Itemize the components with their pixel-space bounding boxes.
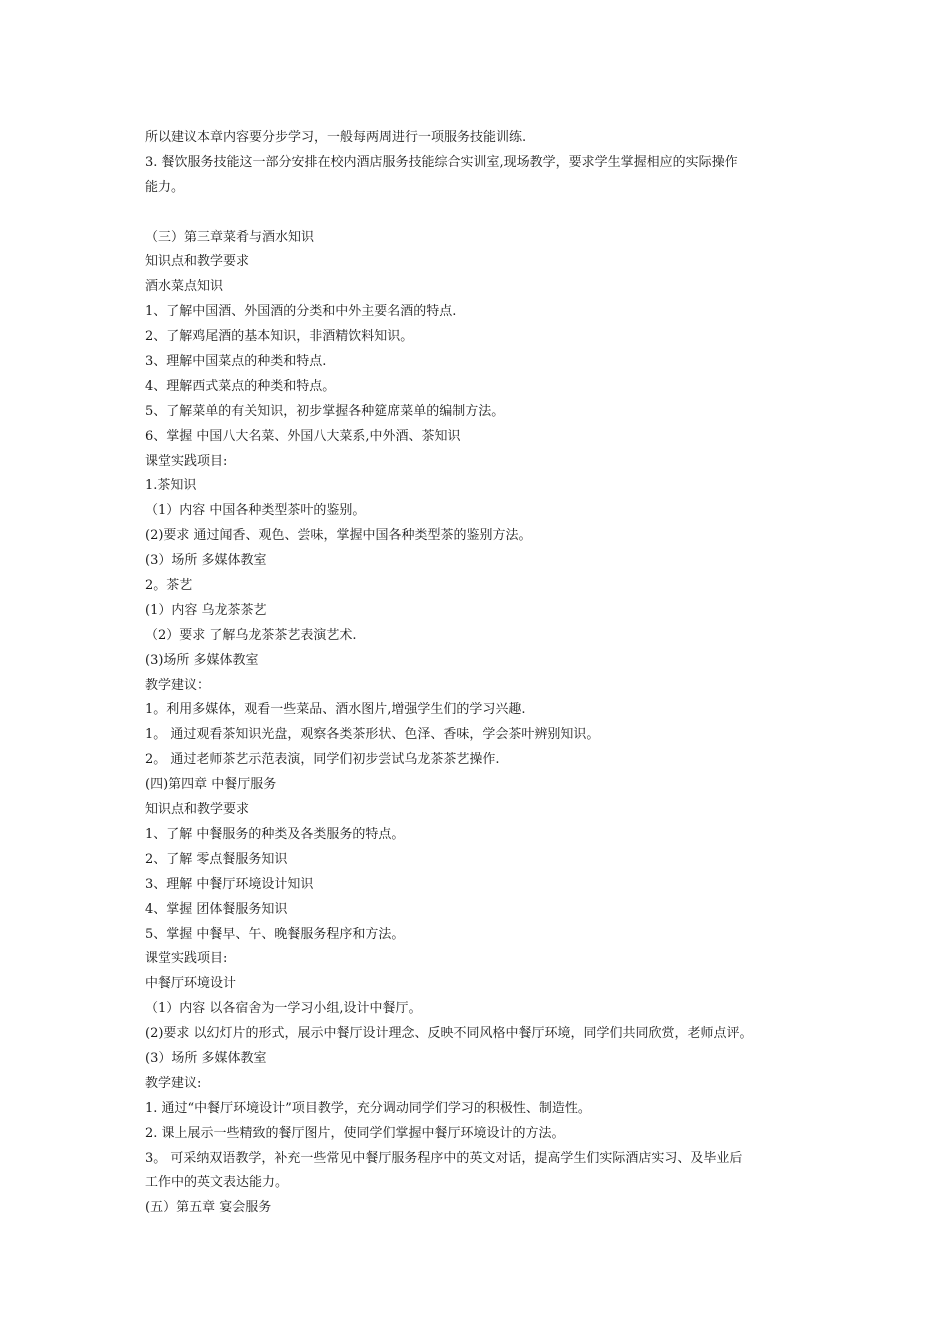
- blank-line: [145, 201, 825, 226]
- text-line: (1）内容 乌龙茶茶艺: [145, 602, 267, 618]
- text-line: （1）内容 以各宿舍为一学习小组,设计中餐厅。: [145, 1001, 422, 1017]
- text-line: 教学建议:: [145, 1075, 202, 1091]
- text-line: 课堂实践项目:: [145, 951, 228, 967]
- text-line: (3)场所 多媒体教室: [145, 652, 259, 668]
- text-line: (2)要求 以幻灯片的形式，展示中餐厅设计理念、反映不同风格中餐厅环境，同学们共同欣赏，老师点评。: [145, 1026, 753, 1042]
- text-line: 4、掌握 团体餐服务知识: [145, 901, 288, 917]
- text-line: 2. 课上展示一些精致的餐厅图片，使同学们掌握中餐厅环境设计的方法。: [145, 1125, 565, 1141]
- text-line: 课堂实践项目:: [145, 453, 228, 469]
- text-line: 2、了解 零点餐服务知识: [145, 851, 288, 867]
- text-line: （1）内容 中国各种类型茶叶的鉴别。: [145, 503, 366, 519]
- text-line: 教学建议：: [145, 677, 211, 693]
- text-line: 酒水菜点知识: [145, 279, 224, 295]
- text-line: 能力。: [145, 179, 185, 195]
- section-heading-3: （三）第三章菜肴与酒水知识: [145, 229, 315, 245]
- section-heading-4: (四)第四章 中餐厅服务: [145, 777, 277, 793]
- text-line: 6、掌握 中国八大名菜、外国八大菜系,中外酒、茶知识: [145, 428, 461, 444]
- text-line: 4、理解西式菜点的种类和特点。: [145, 378, 336, 394]
- text-line: 1、了解 中餐服务的种类及各类服务的特点。: [145, 826, 405, 842]
- text-line: 1. 通过“中餐厅环境设计”项目教学，充分调动同学们学习的积极性、制造性。: [145, 1100, 591, 1116]
- text-line: (2)要求 通过闻香、观色、尝味，掌握中国各种类型茶的鉴别方法。: [145, 528, 532, 544]
- text-line: 3。 可采纳双语教学，补充一些常见中餐厅服务程序中的英文对话，提高学生们实际酒店实习、及毕业后: [145, 1150, 743, 1166]
- text-line: 中餐厅环境设计: [145, 976, 237, 992]
- text-line: 1。利用多媒体，观看一些菜品、酒水图片,增强学生们的学习兴趣.: [145, 702, 526, 718]
- text-line: 3、理解中国菜点的种类和特点.: [145, 354, 327, 370]
- text-line: 2。茶艺: [145, 578, 193, 594]
- text-line: 5、掌握 中餐早、午、晚餐服务程序和方法。: [145, 926, 405, 942]
- text-line: 2、了解鸡尾酒的基本知识，非酒精饮料知识。: [145, 329, 414, 345]
- text-line: 所以建议本章内容要分步学习，一般每两周进行一项服务技能训练.: [145, 130, 527, 145]
- text-line: (3）场所 多媒体教室: [145, 553, 267, 569]
- text-line: 知识点和教学要求: [145, 802, 250, 818]
- text-line: 工作中的英文表达能力。: [145, 1175, 289, 1191]
- text-line: 2。 通过老师茶艺示范表演，同学们初步尝试乌龙茶茶艺操作.: [145, 752, 500, 768]
- text-line: 5、了解菜单的有关知识，初步掌握各种筵席菜单的编制方法。: [145, 403, 505, 419]
- document-page: [145, 126, 825, 1221]
- text-line: 1.茶知识: [145, 478, 197, 494]
- text-line: （2）要求 了解乌龙茶茶艺表演艺术.: [145, 627, 357, 643]
- text-line: 3、理解 中餐厅环境设计知识: [145, 876, 314, 892]
- text-line: 1、了解中国酒、外国酒的分类和中外主要名酒的特点.: [145, 304, 457, 320]
- section-heading-5: (五）第五章 宴会服务: [145, 1200, 272, 1216]
- text-line: 知识点和教学要求: [145, 254, 250, 270]
- text-line: (3）场所 多媒体教室: [145, 1050, 267, 1066]
- text-line: 1。 通过观看茶知识光盘，观察各类茶形状、色泽、香味，学会茶叶辨别知识。: [145, 727, 600, 743]
- text-line: 3. 餐饮服务技能这一部分安排在校内酒店服务技能综合实训室,现场教学，要求学生掌握相应的实际操作: [145, 154, 738, 170]
